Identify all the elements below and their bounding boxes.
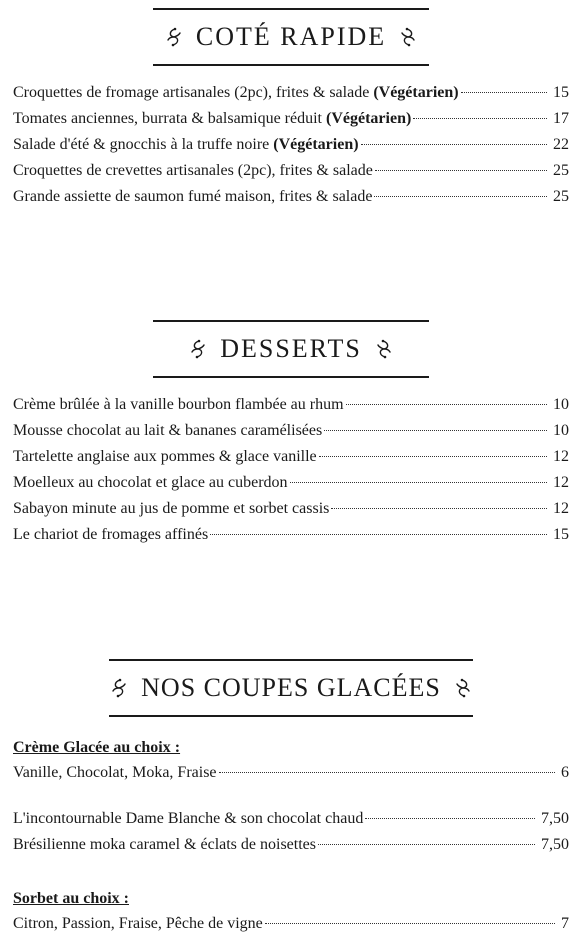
- list-item: [13, 158, 569, 184]
- section-header-rapide: [153, 8, 429, 66]
- section-title-coupes: NOS COUPES GLACÉES: [141, 673, 441, 702]
- item-name: L'incontournable Dame Blanche & son chocolat chaud: [13, 810, 364, 827]
- fleuron-ornament-icon: [190, 339, 206, 359]
- dot-leader: [219, 771, 555, 773]
- sorbet-heading: Sorbet au choix :: [13, 890, 129, 907]
- menu-list-desserts: [13, 392, 569, 548]
- list-item: [13, 418, 569, 444]
- list-item: [13, 911, 569, 937]
- item-price: 12: [553, 500, 569, 517]
- section-title-rapide: COTÉ RAPIDE: [195, 22, 387, 51]
- menu-list-rapide: [13, 80, 569, 210]
- item-price: 12: [553, 448, 569, 465]
- item-price: 22: [553, 136, 569, 153]
- list-item: [13, 470, 569, 496]
- item-name: Brésilienne moka caramel & éclats de noisettes: [13, 836, 316, 853]
- list-item: [13, 106, 569, 132]
- item-price: 25: [553, 188, 569, 205]
- item-name: Vanille, Chocolat, Moka, Fraise: [13, 764, 217, 781]
- item-name: Salade d'été & gnocchis à la truffe noire (Végétarien): [13, 136, 359, 153]
- item-price: 12: [553, 474, 569, 491]
- item-price: 7: [561, 915, 569, 932]
- item-name: Crème brûlée à la vanille bourbon flambée au rhum: [13, 396, 344, 413]
- item-name: Sabayon minute au jus de pomme et sorbet cassis: [13, 500, 330, 517]
- dot-leader: [346, 403, 547, 405]
- list-item: [13, 80, 569, 106]
- dot-leader: [365, 817, 535, 819]
- dot-leader: [290, 481, 547, 483]
- item-price: 6: [561, 764, 569, 781]
- item-name: Citron, Passion, Fraise, Pêche de vigne: [13, 915, 263, 932]
- list-item: [13, 132, 569, 158]
- dot-leader: [461, 91, 547, 93]
- list-item: [13, 760, 569, 786]
- item-price: 17: [553, 110, 569, 127]
- list-item: [13, 522, 569, 548]
- item-name: Tartelette anglaise aux pommes & glace vanille: [13, 448, 317, 465]
- dot-leader: [331, 507, 547, 509]
- menu-list-sorbet: [13, 911, 569, 937]
- item-name: Tomates anciennes, burrata & balsamique réduit (Végétarien): [13, 110, 412, 127]
- section-title-desserts: DESSERTS: [220, 334, 362, 363]
- fleuron-ornament-icon: [166, 27, 182, 47]
- dot-leader: [361, 143, 547, 145]
- dot-leader: [324, 429, 547, 431]
- item-name: Croquettes de crevettes artisanales (2pc), frites & salade: [13, 162, 373, 179]
- dot-leader: [318, 843, 535, 845]
- list-item: [13, 392, 569, 418]
- section-header-coupes: [109, 659, 473, 717]
- menu-list-coupes-speciales: [13, 806, 569, 858]
- list-item: [13, 496, 569, 522]
- dot-leader: [374, 195, 547, 197]
- item-price: 15: [553, 526, 569, 543]
- item-name: Moelleux au chocolat et glace au cuberdon: [13, 474, 288, 491]
- dot-leader: [210, 533, 547, 535]
- dot-leader: [375, 169, 547, 171]
- item-price: 15: [553, 84, 569, 101]
- item-name: Mousse chocolat au lait & bananes caramélisées: [13, 422, 323, 439]
- list-item: [13, 184, 569, 210]
- list-item: [13, 444, 569, 470]
- menu-list-creme: [13, 760, 569, 786]
- fleuron-ornament-icon: [400, 27, 416, 47]
- item-price: 7,50: [541, 810, 569, 827]
- section-header-desserts: [153, 320, 429, 378]
- fleuron-ornament-icon: [455, 678, 471, 698]
- item-price: 10: [553, 422, 569, 439]
- item-price: 10: [553, 396, 569, 413]
- list-item: [13, 832, 569, 858]
- item-price: 7,50: [541, 836, 569, 853]
- dot-leader: [265, 922, 555, 924]
- fleuron-ornament-icon: [111, 678, 127, 698]
- dot-leader: [319, 455, 547, 457]
- item-name: Grande assiette de saumon fumé maison, frites & salade: [13, 188, 373, 205]
- item-name: Croquettes de fromage artisanales (2pc), frites & salade (Végétarien): [13, 84, 459, 101]
- dot-leader: [413, 117, 547, 119]
- fleuron-ornament-icon: [376, 339, 392, 359]
- list-item: [13, 806, 569, 832]
- item-price: 25: [553, 162, 569, 179]
- creme-glacee-heading: Crème Glacée au choix :: [13, 739, 181, 756]
- item-name: Le chariot de fromages affinés: [13, 526, 209, 543]
